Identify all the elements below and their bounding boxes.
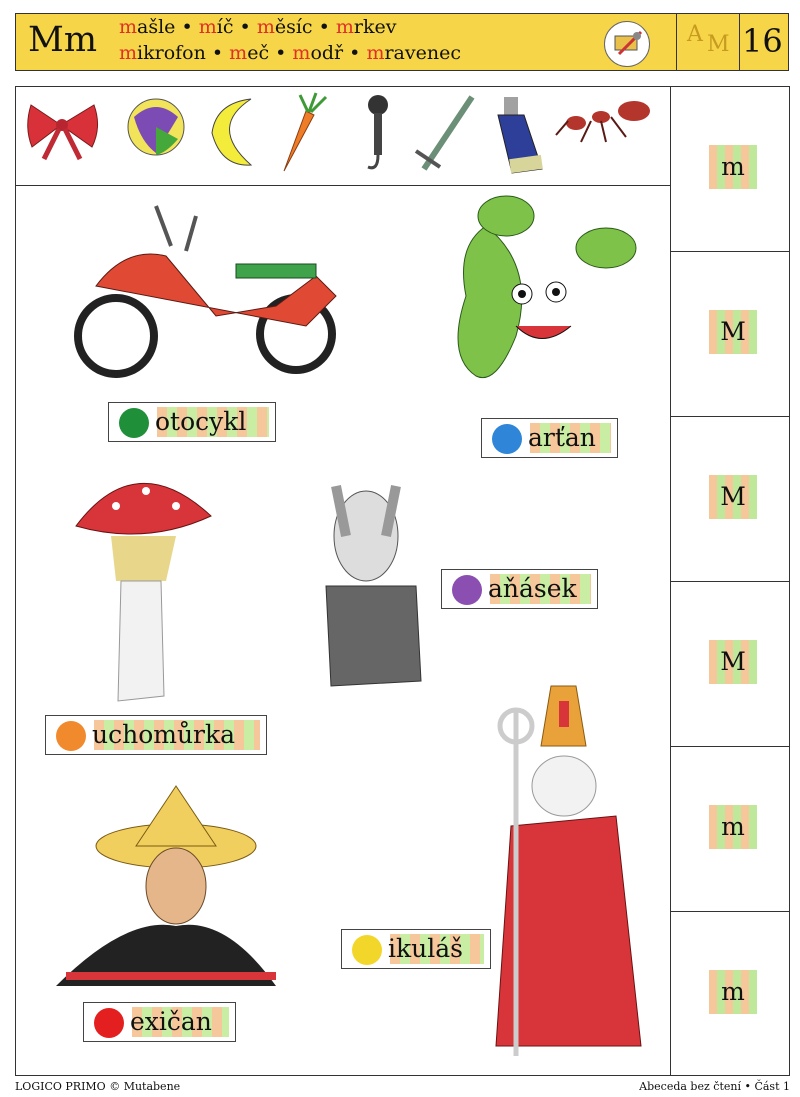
color-dot [56,721,86,751]
donkey-puppet-illustration [326,486,421,686]
big-letter: Mm [28,20,98,60]
word-label: exičan [83,1002,236,1042]
letter-cell [671,87,790,252]
moon-icon [212,99,251,165]
microphone-icon [368,95,388,168]
letter-tile[interactable]: M [709,475,757,519]
saint-nicholas-illustration [496,686,641,1056]
letter-cell [671,582,790,747]
ball-icon [128,99,184,155]
word-line-2: mikrofon • meč • modř • mravenec [119,42,461,64]
color-dot [352,935,382,965]
logico-emblem-icon [604,21,650,67]
header-bar [15,13,789,71]
paint-tube-icon [498,97,543,173]
word-label: ikuláš [341,929,491,969]
footer-publisher: LOGICO PRIMO © Mutabene [15,1080,181,1093]
letter-tile[interactable]: m [709,805,757,849]
letter-tile[interactable]: M [709,310,757,354]
carrot-icon [284,93,326,171]
word-label: otocykl [108,402,276,442]
letter-cell [671,912,790,1077]
ant-icon [556,101,650,142]
alien-illustration [458,196,636,378]
footer-title: Abeceda bez čtení • Část 1 [639,1080,790,1093]
color-dot [94,1008,124,1038]
letter-tile[interactable]: m [709,970,757,1014]
color-dot [119,408,149,438]
bow-icon [28,105,98,159]
page-number: 16 [742,22,783,60]
color-dot [452,575,482,605]
mexican-illustration [56,786,276,986]
letter-tile[interactable]: M [709,640,757,684]
letter-tile[interactable]: m [709,145,757,189]
am-badge: A M [676,14,740,70]
sword-icon [416,97,472,169]
word-label: aňásek [441,569,598,609]
motorcycle-illustration [78,206,336,374]
letter-cell [671,747,790,912]
word-label: arťan [481,418,618,458]
mushroom-illustration [76,483,211,701]
word-label: uchomůrka [45,715,267,755]
letter-cell [671,252,790,417]
letter-cell [671,417,790,582]
letter-column [670,87,790,1075]
color-dot [492,424,522,454]
word-line-1: mašle • míč • měsíc • mrkev [119,16,397,38]
picture-row [16,87,670,186]
